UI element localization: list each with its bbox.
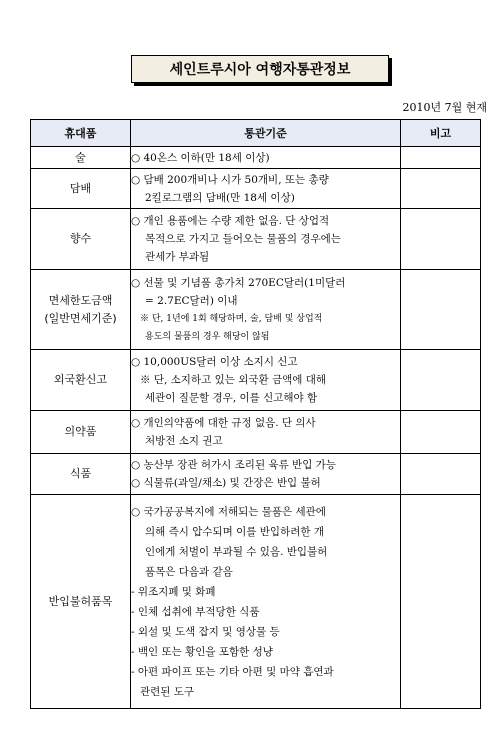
table-row (31, 169, 481, 209)
item-cell (31, 411, 131, 454)
standard-line: 처방전 소지 권고 (145, 435, 223, 447)
column-header-remarks: 비고 (401, 120, 481, 147)
standard-line: ○ 국가공공복지에 저해되는 물품은 세관에 (131, 505, 326, 518)
standard-cell (131, 169, 401, 209)
standard-line: - 아편 파이프 또는 기타 아편 및 마약 흡연과 (131, 665, 334, 678)
standard-line: ○ 개인 용품에는 수량 제한 없음. 단 상업적 (131, 215, 330, 227)
remarks-cell (401, 270, 481, 350)
standard-line: 세관이 질문할 경우, 이를 신고해야 함 (145, 392, 318, 404)
standard-cell (131, 209, 401, 270)
item-cell (31, 454, 131, 495)
standard-cell (131, 495, 401, 709)
table-row (31, 454, 481, 495)
page-title (131, 55, 389, 83)
item-cell (31, 209, 131, 270)
item-label: 반입불허품목 (48, 594, 113, 608)
item-cell (31, 495, 131, 709)
standard-line: 용도의 물품의 경우 해당이 않됨 (145, 331, 270, 342)
remarks-cell (401, 495, 481, 709)
standard-line: - 외설 및 도색 잡지 및 영상물 등 (131, 625, 280, 638)
standard-line: 관련된 도구 (140, 685, 195, 698)
standard-line: ○ 농산부 장관 허가시 조리된 육류 반입 가능 (131, 459, 336, 471)
standard-line: - 인체 섭취에 부적당한 식품 (131, 605, 260, 618)
item-label: 면세한도금액 (48, 293, 113, 307)
standard-line: 의해 즉시 압수되며 이를 반입하려한 개 (145, 525, 324, 538)
standard-cell (131, 270, 401, 350)
standard-line: ○ 선물 및 기념품 총가치 270EC달러(1미달러 (131, 276, 346, 289)
item-label: 의약품 (64, 425, 97, 438)
standard-cell (131, 350, 401, 411)
table-row (31, 411, 481, 454)
remarks-cell (401, 350, 481, 411)
standard-cell (131, 454, 401, 495)
table-header-row (31, 120, 481, 147)
remarks-cell (401, 209, 481, 270)
standard-line: 품목은 다음과 같음 (145, 565, 233, 578)
column-header-standard: 통관기준 (131, 120, 401, 147)
date-note: 2010년 7월 현재 (402, 101, 487, 114)
standard-line: - 위조지폐 및 화폐 (131, 585, 216, 598)
standard-line: 2킬로그램의 담배(만 18세 이상) (145, 191, 295, 204)
item-cell (31, 169, 131, 209)
item-label: 외국환신고 (53, 373, 108, 386)
table-row (31, 270, 481, 350)
standard-line: ○ 식물류(과일/채소) 및 간장은 반입 불허 (131, 477, 321, 489)
table-row (31, 350, 481, 411)
standard-line: 인에게 처벌이 부과될 수 있음. 반입불허 (145, 545, 328, 558)
standard-line: ○ 40온스 이하(만 18세 이상) (131, 151, 270, 164)
table-row (31, 495, 481, 709)
standard-line: 목적으로 가지고 들어오는 물품의 경우에는 (145, 233, 341, 245)
standard-cell (131, 147, 401, 169)
item-cell (31, 350, 131, 411)
remarks-cell (401, 169, 481, 209)
standard-line: ※ 단, 소지하고 있는 외국환 금액에 대해 (140, 374, 327, 386)
item-label: 식품 (69, 467, 92, 480)
item-label: 향수 (69, 232, 92, 245)
standard-line: ※ 단, 1년에 1회 해당하며, 술, 담배 및 상업적 (140, 313, 323, 324)
item-cell (31, 270, 131, 350)
customs-table (30, 119, 481, 709)
item-label: 술 (75, 150, 86, 164)
item-label: 담배 (69, 181, 92, 195)
table-row (31, 147, 481, 169)
item-cell (31, 147, 131, 169)
column-header-item: 휴대품 (31, 120, 131, 147)
item-label: (일반면세기준) (44, 311, 117, 325)
remarks-cell (401, 411, 481, 454)
standard-line: - 백인 또는 황인을 포함한 성냥 (131, 645, 273, 658)
standard-line: ○ 개인의약품에 대한 규정 없음. 단 의사 (131, 417, 316, 429)
standard-cell (131, 411, 401, 454)
standard-line: 관세가 부과됨 (145, 251, 210, 263)
page-title-text: 세인트루시아 여행자통관정보 (169, 62, 351, 78)
standard-line: ○ 담배 200개비나 시가 50개비, 또는 총량 (131, 173, 329, 186)
remarks-cell (401, 454, 481, 495)
standard-line: ○ 10,000US달러 이상 소지시 신고 (131, 356, 298, 368)
table-row (31, 209, 481, 270)
remarks-cell (401, 147, 481, 169)
standard-line: = 2.7EC달러) 이내 (145, 294, 238, 307)
